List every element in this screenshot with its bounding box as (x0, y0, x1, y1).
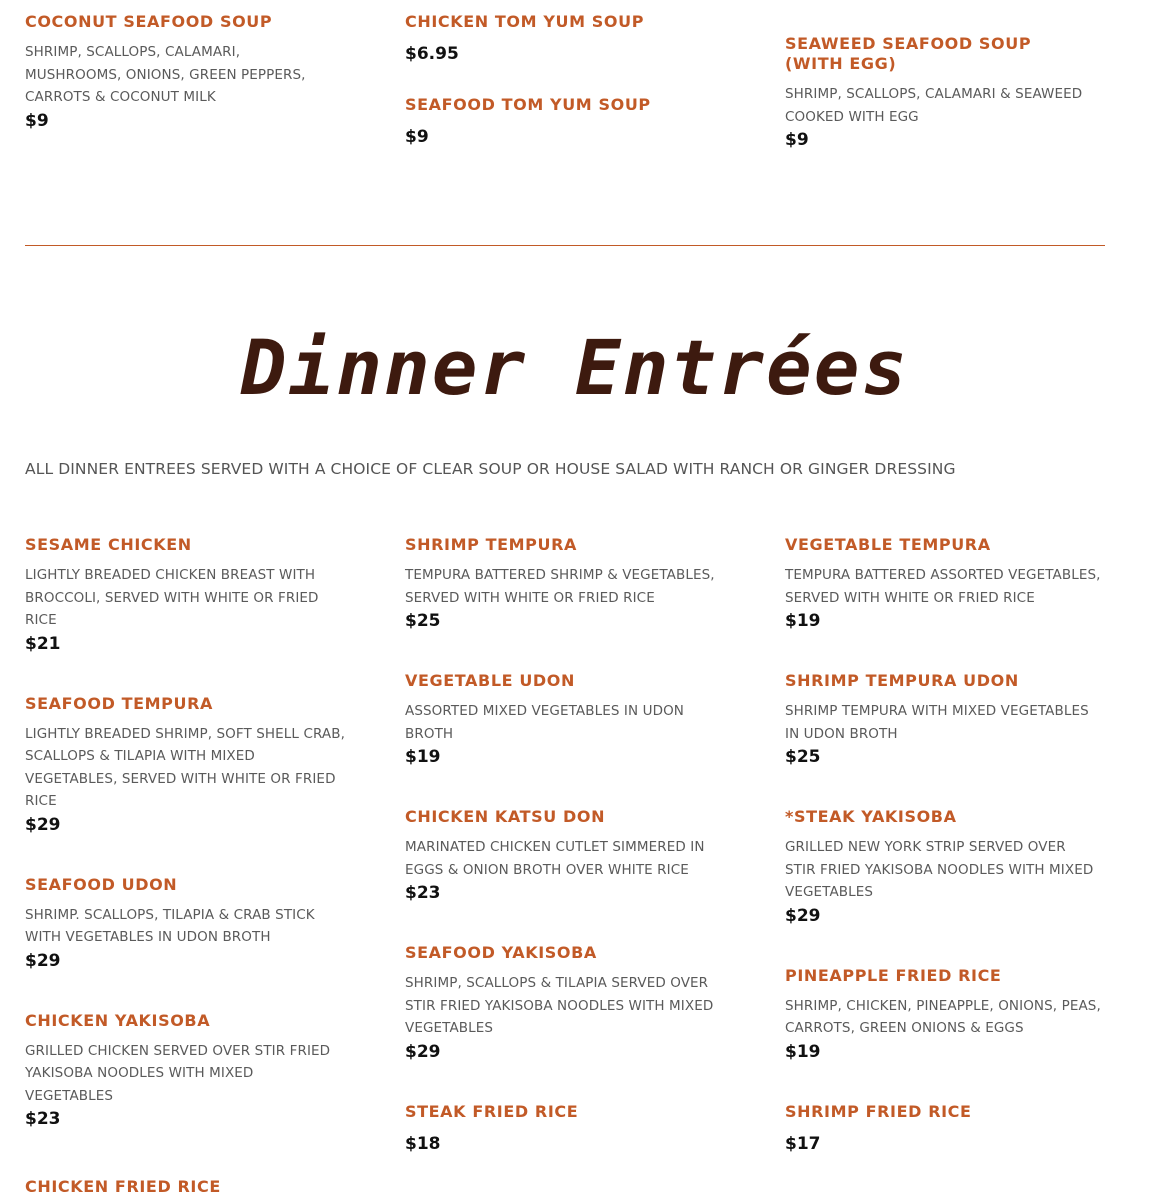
item-name: COCONUT SEAFOOD SOUP (25, 12, 273, 31)
item-name: CHICKEN KATSU DON (405, 807, 606, 826)
item-name: VEGETABLE UDON (405, 671, 575, 690)
item-name: SHRIMP FRIED RICE (785, 1101, 972, 1121)
item-name: SEAFOOD TOM YUM SOUP (405, 95, 651, 114)
item-price: $29 (25, 814, 61, 835)
menu-item (25, 694, 355, 836)
soup-column-3 (785, 34, 1115, 151)
item-description: ASSORTED MIXED VEGETABLES IN UDON BROTH (405, 703, 684, 742)
item-name: SHRIMP TEMPURA UDON (785, 671, 1019, 690)
item-name: SEAFOOD TEMPURA (25, 693, 214, 713)
entree-column-3 (785, 535, 1115, 1155)
item-description: SHRIMP, CHICKEN, PINEAPPLE, ONIONS, PEAS, CARROTS, GREEN ONIONS & EGGS (785, 997, 1101, 1036)
menu-item (405, 95, 735, 148)
item-name: CHICKEN FRIED RICE (25, 1177, 221, 1196)
item-name: VEGETABLE TEMPURA (785, 535, 991, 554)
menu-item (785, 535, 1115, 632)
menu-item (785, 807, 1115, 927)
item-description: LIGHTLY BREADED SHRIMP, SOFT SHELL CRAB, SCALLOPS & TILAPIA WITH MIXED VEGETABLES, SERVED WITH WHITE OR FRIED RICE (25, 725, 345, 809)
section-divider (25, 245, 1105, 246)
item-description: SHRIMP, SCALLOPS, CALAMARI & SEAWEED COOKED WITH EGG (785, 86, 1083, 125)
menu-item (405, 671, 735, 768)
item-price: $29 (405, 1041, 441, 1062)
menu-item (785, 1102, 1115, 1155)
item-description: GRILLED NEW YORK STRIP SERVED OVER STIR FRIED YAKISOBA NOODLES WITH MIXED VEGETABLES (785, 839, 1094, 900)
item-price: $9 (25, 110, 49, 131)
item-price: $19 (785, 1041, 821, 1062)
item-description: SHRIMP TEMPURA WITH MIXED VEGETABLES IN UDON BROTH (785, 703, 1089, 742)
menu-item (405, 12, 735, 65)
item-name: SEAWEED SEAFOOD SOUP (WITH EGG) (785, 34, 1032, 73)
menu-item (405, 1102, 735, 1155)
item-price: $21 (25, 633, 61, 654)
item-price: $25 (785, 747, 821, 767)
menu-item (25, 1011, 355, 1131)
item-price: $19 (785, 611, 821, 631)
section-note: ALL DINNER ENTREES SERVED WITH A CHOICE OF CLEAR SOUP OR HOUSE SALAD WITH RANCH OR GINGER DRESSING (25, 460, 956, 478)
entree-column-2 (405, 535, 735, 1155)
item-name: *STEAK YAKISOBA (785, 807, 957, 826)
item-description: SHRIMP. SCALLOPS, TILAPIA & CRAB STICK WITH VEGETABLES IN UDON BROTH (25, 906, 315, 945)
item-price: $19 (405, 747, 441, 767)
menu-item (785, 966, 1115, 1063)
item-description: GRILLED CHICKEN SERVED OVER STIR FRIED YAKISOBA NOODLES WITH MIXED VEGETABLES (25, 1042, 331, 1104)
item-name: SEAFOOD UDON (25, 874, 178, 894)
item-description: LIGHTLY BREADED CHICKEN BREAST WITH BROCCOLI, SERVED WITH WHITE OR FRIED RICE (25, 567, 319, 628)
item-name: PINEAPPLE FRIED RICE (785, 965, 1002, 985)
item-name: SESAME CHICKEN (25, 535, 192, 554)
item-price: $25 (405, 611, 441, 631)
item-description: SHRIMP, SCALLOPS & TILAPIA SERVED OVER STIR FRIED YAKISOBA NOODLES WITH MIXED VEGETABLES (405, 975, 714, 1036)
item-name: CHICKEN YAKISOBA (25, 1010, 211, 1030)
item-name: SHRIMP TEMPURA (405, 535, 577, 554)
item-price: $29 (25, 950, 61, 971)
item-name: STEAK FRIED RICE (405, 1101, 579, 1121)
section-title: Dinner Entrées (240, 323, 910, 412)
item-price: $9 (405, 127, 429, 147)
item-name: SEAFOOD YAKISOBA (405, 943, 597, 962)
menu-item (405, 943, 735, 1063)
menu-item (785, 671, 1115, 768)
entree-column-1 (25, 535, 355, 1197)
menu-item (785, 34, 1115, 151)
menu-item (25, 1177, 355, 1197)
item-price: $9 (785, 130, 809, 150)
item-description: TEMPURA BATTERED SHRIMP & VEGETABLES, SERVED WITH WHITE OR FRIED RICE (405, 567, 715, 606)
item-description: MARINATED CHICKEN CUTLET SIMMERED IN EGGS & ONION BROTH OVER WHITE RICE (405, 839, 705, 878)
item-name: CHICKEN TOM YUM SOUP (405, 12, 645, 31)
item-price: $23 (405, 883, 441, 903)
item-description: SHRIMP, SCALLOPS, CALAMARI, MUSHROOMS, ONIONS, GREEN PEPPERS, CARROTS & COCONUT MILK (25, 44, 306, 105)
item-price: $17 (785, 1133, 821, 1154)
item-description: TEMPURA BATTERED ASSORTED VEGETABLES, SERVED WITH WHITE OR FRIED RICE (785, 567, 1101, 606)
soup-column-2 (405, 12, 735, 148)
item-price: $18 (405, 1133, 441, 1154)
menu-item (25, 535, 355, 655)
item-price: $23 (25, 1109, 61, 1129)
menu-item (405, 807, 735, 904)
item-price: $29 (785, 905, 821, 926)
soup-column-1 (25, 12, 355, 132)
item-price: $6.95 (405, 44, 459, 64)
menu-item (405, 535, 735, 632)
menu-item (25, 875, 355, 972)
menu-item (25, 12, 355, 132)
